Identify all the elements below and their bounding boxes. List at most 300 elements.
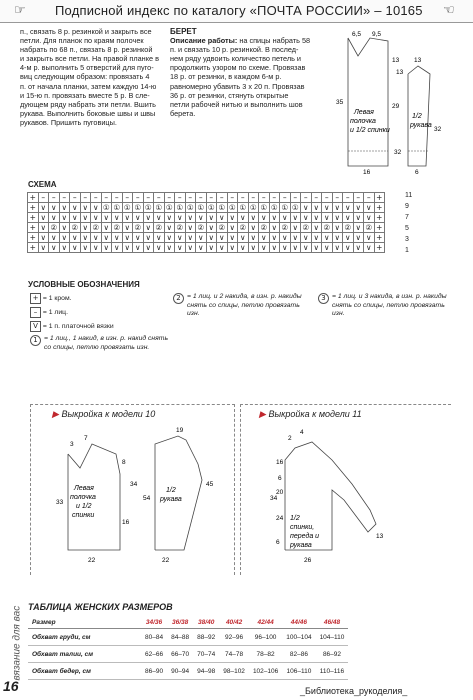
beret-line: берета. [170, 108, 196, 118]
beret-line: на спицы набрать 58 [237, 36, 311, 46]
dim-label: 19 [176, 427, 184, 434]
chart-cell: ∨ [133, 243, 144, 253]
beret-line: петли рабочей нитью и выполнить шов [170, 99, 303, 109]
page-title: Подписной индекс по каталогу «ПОЧТА РОССИИ» – 10165 [55, 3, 423, 18]
dim-label: 34 [130, 481, 138, 488]
chart-cell: ∨ [290, 213, 301, 223]
chart-cell: ∨ [59, 243, 70, 253]
chart-cell: – [38, 193, 49, 203]
chart-cell: ∨ [38, 233, 49, 243]
chart-cell: ∨ [49, 243, 60, 253]
left-text-column [20, 27, 188, 127]
chart-cell: ∨ [206, 213, 217, 223]
chart-cell: ∨ [259, 233, 270, 243]
legend-column-1 [30, 293, 170, 352]
dim-label: 8 [122, 459, 126, 466]
legend-symbol: 3 [318, 293, 329, 304]
chart-cell: ∨ [238, 243, 249, 253]
chart-cell: – [311, 193, 322, 203]
chart-cell: ∨ [112, 213, 123, 223]
dim-label: 54 [143, 495, 151, 502]
chart-cell: ∨ [49, 233, 60, 243]
chart-cell: ① [155, 203, 163, 212]
chart-cell: ∨ [80, 213, 91, 223]
top-sleeve-label-1: 1/2 [412, 113, 422, 120]
chart-cell: – [332, 193, 343, 203]
chart-cell: ∨ [311, 243, 322, 253]
dim-label: 32 [394, 149, 402, 156]
chart-cell: ∨ [70, 243, 81, 253]
chart-row-numbers [405, 192, 412, 258]
size-table-cell: 94–98 [193, 663, 219, 680]
chart-cell: ∨ [164, 213, 175, 223]
size-table-cell: 82–86 [282, 646, 315, 663]
chart-cell: + [28, 193, 39, 203]
chart-cell: ② [197, 223, 205, 232]
chart-cell: ∨ [91, 213, 102, 223]
chart-cell: – [343, 193, 354, 203]
size-table-cell: 92–96 [219, 629, 249, 646]
chart-cell: ∨ [290, 223, 301, 233]
chart-cell: ∨ [49, 203, 60, 213]
chart-cell: ∨ [290, 233, 301, 243]
chart-cell: + [374, 193, 385, 203]
size-table-header: Размер [28, 616, 141, 629]
chart-cell: ∨ [290, 243, 301, 253]
chart-cell: – [133, 193, 144, 203]
dim-label: 3 [70, 441, 74, 448]
m11-body-label-2: спинки, [290, 524, 315, 531]
chart-cell: ∨ [206, 223, 217, 233]
chart-cell: – [91, 193, 102, 203]
chart-cell: ∨ [322, 213, 333, 223]
chart-cell: ∨ [80, 233, 91, 243]
chart-row [28, 203, 385, 213]
chart-cell: ∨ [343, 243, 354, 253]
model11-title: ▶ Выкройка к модели 11 [259, 409, 362, 419]
dim-label: 13 [396, 69, 404, 76]
dim-label: 7 [84, 435, 88, 442]
chart-cell: ① [113, 203, 121, 212]
chart-cell: ∨ [217, 243, 228, 253]
chart-cell: ∨ [91, 243, 102, 253]
size-table-cell: 104–110 [316, 629, 349, 646]
chart-cell: ② [134, 223, 142, 232]
size-table-header: 44/46 [282, 616, 315, 629]
size-table-cell: 98–102 [219, 663, 249, 680]
size-table-cell: 100–104 [282, 629, 315, 646]
chart-cell: ∨ [269, 213, 280, 223]
dim-label: 34 [270, 495, 278, 502]
chart-cell: ② [260, 223, 268, 232]
legend-symbol: 2 [173, 293, 184, 304]
chart-cell: ① [186, 203, 194, 212]
legend-title: УСЛОВНЫЕ ОБОЗНАЧЕНИЯ [28, 280, 140, 289]
chart-row-number: 11 [405, 192, 413, 199]
chart-cell: – [154, 193, 165, 203]
dim-label: 33 [56, 499, 64, 506]
chart-cell: ∨ [364, 233, 375, 243]
chart-cell: ∨ [70, 213, 81, 223]
chart-cell: ∨ [59, 223, 70, 233]
page-number: 16 [3, 678, 19, 694]
chart-cell: ① [218, 203, 226, 212]
dim-label: 29 [392, 103, 400, 110]
arrow-icon: ▶ [52, 409, 59, 419]
top-pattern-diagram [318, 26, 468, 176]
beret-line: продолжить узором по схеме. Провязав [170, 63, 306, 73]
chart-cell: ② [344, 223, 352, 232]
chart-cell: + [374, 223, 385, 233]
chart-cell: – [238, 193, 249, 203]
chart-cell: ∨ [101, 243, 112, 253]
chart-cell: ∨ [332, 223, 343, 233]
left-text-line: и 15-ю п. провязать вместе 5 р. В сле- [20, 90, 150, 100]
m11-body-label-1: 1/2 [290, 515, 300, 522]
size-table-header: 34/36 [141, 616, 167, 629]
chart-cell: ∨ [238, 213, 249, 223]
chart-cell: ∨ [353, 223, 364, 233]
chart-cell: ② [92, 223, 100, 232]
chart-cell: ∨ [38, 203, 49, 213]
chart-row [28, 193, 385, 203]
knitting-chart [27, 192, 385, 253]
chart-row-number: 5 [405, 225, 409, 232]
legend-symbol: V [30, 321, 41, 332]
chart-cell: – [206, 193, 217, 203]
chart-cell: ∨ [175, 243, 186, 253]
chart-cell: ② [71, 223, 79, 232]
model10-diagram [30, 420, 233, 570]
dim-label: 13 [414, 57, 422, 64]
chart-cell: – [280, 193, 291, 203]
chart-cell: ∨ [311, 233, 322, 243]
chart-cell: ∨ [343, 203, 354, 213]
chart-cell: ∨ [217, 213, 228, 223]
chart-cell: ① [123, 203, 131, 212]
chart-cell: ∨ [122, 243, 133, 253]
scheme-title: СХЕМА [28, 180, 57, 189]
size-table-row [28, 646, 348, 663]
chart-cell: ② [50, 223, 58, 232]
chart-cell: ∨ [322, 243, 333, 253]
size-table-cell: 70–74 [193, 646, 219, 663]
size-table-cell: 96–100 [249, 629, 282, 646]
chart-cell: ∨ [59, 203, 70, 213]
chart-cell: ∨ [248, 243, 259, 253]
chart-cell: ∨ [238, 233, 249, 243]
size-table-cell: 90–94 [167, 663, 193, 680]
chart-cell: ∨ [311, 203, 322, 213]
size-table-cell: 110–116 [316, 663, 349, 680]
chart-cell: ① [197, 203, 205, 212]
chart-cell: ∨ [311, 213, 322, 223]
top-body-label-2: полочка [350, 118, 376, 125]
legend-text: = 1 лиц. и 2 накида, в изн. р. накиды снять со спицы, петлю провязать изн. [187, 293, 302, 317]
chart-cell: ∨ [227, 223, 238, 233]
chart-cell: + [374, 213, 385, 223]
chart-cell: ∨ [259, 213, 270, 223]
chart-cell: ∨ [332, 233, 343, 243]
chart-cell: ① [134, 203, 142, 212]
chart-cell: ∨ [269, 223, 280, 233]
chart-cell: ∨ [49, 213, 60, 223]
size-table-row [28, 629, 348, 646]
chart-cell: + [28, 213, 39, 223]
size-table-cell: 86–92 [316, 646, 349, 663]
chart-cell: ∨ [364, 213, 375, 223]
chart-row [28, 233, 385, 243]
chart-cell: ∨ [217, 233, 228, 243]
chart-cell: ∨ [353, 233, 364, 243]
chart-cell: – [49, 193, 60, 203]
left-text-line: рукавов. Пришить пуговицы. [20, 117, 117, 127]
chart-cell: ∨ [80, 223, 91, 233]
chart-row-number: 9 [405, 203, 409, 210]
m10-sleeve-label-1: 1/2 [166, 487, 176, 494]
chart-cell: ① [239, 203, 247, 212]
left-text-line: петли. Для планок по краям полочек [20, 36, 144, 46]
dim-label: 4 [300, 429, 304, 436]
chart-cell: ∨ [133, 233, 144, 243]
model10-title: ▶ Выкройка к модели 10 [52, 409, 156, 419]
chart-cell: ∨ [154, 243, 165, 253]
chart-cell: ∨ [133, 213, 144, 223]
legend-text: = 1 лиц. [42, 309, 68, 316]
beret-line: равномерно убавить 3 х 20 п. Провязав [170, 81, 305, 91]
chart-cell: – [175, 193, 186, 203]
chart-cell: ② [113, 223, 121, 232]
beret-section [170, 27, 320, 118]
chart-cell: – [269, 193, 280, 203]
dim-label: 26 [304, 557, 312, 564]
chart-cell: ∨ [301, 203, 312, 213]
top-sleeve-label-2: рукава [410, 122, 432, 129]
chart-cell: ∨ [164, 233, 175, 243]
chart-cell: – [101, 193, 112, 203]
m11-body-label-4: рукава [290, 542, 312, 549]
chart-cell: ① [228, 203, 236, 212]
chart-cell: ② [302, 223, 310, 232]
dim-label: 22 [162, 557, 170, 564]
beret-title: БЕРЕТ [170, 27, 197, 36]
chart-cell: – [164, 193, 175, 203]
m10-sleeve-label-2: рукава [160, 496, 182, 503]
dim-label: 16 [122, 519, 130, 526]
chart-cell: ∨ [164, 243, 175, 253]
chart-cell: ∨ [269, 243, 280, 253]
dim-label: 32 [434, 126, 442, 133]
chart-cell: ∨ [332, 243, 343, 253]
legend-symbol: – [30, 307, 41, 318]
top-body-label-1: Левая [354, 109, 374, 116]
chart-cell: – [196, 193, 207, 203]
chart-cell: ① [165, 203, 173, 212]
beret-line: п. и связать 10 р. резинкой. В послед- [170, 45, 299, 55]
chart-cell: ∨ [59, 213, 70, 223]
chart-cell: ∨ [248, 223, 259, 233]
chart-cell: ∨ [227, 243, 238, 253]
chart-cell: – [112, 193, 123, 203]
chart-cell: ② [176, 223, 184, 232]
chart-cell: ② [365, 223, 373, 232]
left-text-line: набрать по 68 п., связать 8 р. резинкой [20, 45, 153, 55]
chart-cell: ∨ [101, 213, 112, 223]
chart-cell: ① [291, 203, 299, 212]
chart-cell: ∨ [91, 203, 102, 213]
chart-cell: + [374, 233, 385, 243]
chart-cell: ① [207, 203, 215, 212]
legend-text: = 1 кром. [42, 295, 72, 302]
chart-cell: ∨ [332, 213, 343, 223]
chart-cell: ∨ [322, 203, 333, 213]
chart-cell: ∨ [311, 223, 322, 233]
chart-cell: ∨ [143, 243, 154, 253]
chart-cell: ∨ [259, 243, 270, 253]
size-table-cell: 74–78 [219, 646, 249, 663]
m10-body-label-3: и 1/2 [76, 503, 92, 510]
footer-credit: _Библиотека_рукоделия_ [300, 686, 408, 696]
model11-diagram [240, 420, 450, 570]
dim-label: 16 [363, 169, 371, 176]
chart-cell: ∨ [280, 213, 291, 223]
chart-cell: ∨ [322, 233, 333, 243]
size-table-cell: 62–66 [141, 646, 167, 663]
chart-cell: – [227, 193, 238, 203]
chart-cell: – [59, 193, 70, 203]
left-text-line: рукава. Выполнить боковые швы и швы [20, 108, 156, 118]
left-text-line: 4-м р. выполнить 5 отверстий для пуго- [20, 63, 154, 73]
chart-cell: + [28, 243, 39, 253]
left-text-line: дующем ряду набрать эти петли. Вшить [20, 99, 156, 109]
chart-cell: ① [249, 203, 257, 212]
top-body-label-3: и 1/2 спинки [350, 127, 390, 134]
chart-cell: ∨ [164, 223, 175, 233]
chart-row [28, 223, 385, 233]
chart-cell: – [259, 193, 270, 203]
size-table-header: 36/38 [167, 616, 193, 629]
sidebar-text: вязание для вас [11, 605, 23, 681]
chart-cell: ∨ [227, 213, 238, 223]
left-text-line: п. от начала планки, затем каждую 14-ю [20, 81, 157, 91]
chart-cell: ∨ [38, 213, 49, 223]
chart-row-number: 1 [405, 247, 409, 254]
chart-cell: – [122, 193, 133, 203]
dim-label: 6 [278, 475, 282, 482]
chart-cell: ∨ [101, 233, 112, 243]
beret-line: 36 р. от резинки, стянуть открытые [170, 90, 289, 100]
chart-cell: ∨ [353, 213, 364, 223]
chart-cell: ∨ [122, 223, 133, 233]
beret-line: 18 р. от резинки, в каждом 6-м р. [170, 72, 282, 82]
chart-cell: – [322, 193, 333, 203]
chart-cell: ② [155, 223, 163, 232]
chart-cell: ∨ [80, 203, 91, 213]
chart-cell: ∨ [70, 233, 81, 243]
chart-cell: ∨ [269, 233, 280, 243]
chart-cell: ∨ [59, 233, 70, 243]
dim-label: 2 [288, 435, 292, 442]
chart-cell: + [28, 223, 39, 233]
beret-line: нем ряду удвоить количество петель и [170, 54, 301, 64]
chart-cell: ∨ [70, 203, 81, 213]
chart-cell: ∨ [248, 213, 259, 223]
chart-cell: ∨ [364, 243, 375, 253]
chart-cell: ∨ [112, 233, 123, 243]
chart-cell: + [28, 233, 39, 243]
chart-cell: – [143, 193, 154, 203]
left-text-line: виц следующим образом: провязать 4 [20, 72, 150, 82]
size-table-header: 38/40 [193, 616, 219, 629]
legend-column-3 [318, 293, 458, 319]
legend-symbol: 1 [30, 335, 41, 346]
size-table [28, 616, 348, 680]
chart-cell: + [374, 203, 385, 213]
chart-row-number: 3 [405, 236, 409, 243]
chart-cell: ∨ [301, 213, 312, 223]
chart-cell: ∨ [185, 243, 196, 253]
chart-row [28, 213, 385, 223]
chart-cell: – [301, 193, 312, 203]
size-table-header: 42/44 [249, 616, 282, 629]
chart-cell: ∨ [196, 243, 207, 253]
size-table-cell: 86–90 [141, 663, 167, 680]
chart-cell: ∨ [101, 223, 112, 233]
chart-cell: ∨ [332, 203, 343, 213]
dim-label: 9,5 [372, 31, 382, 38]
chart-cell: ∨ [343, 233, 354, 243]
size-table-cell: 66–70 [167, 646, 193, 663]
chart-cell: ∨ [175, 213, 186, 223]
legend-text: = 1 лиц. и 3 накида, в изн. р. накиды снять со спицы, петлю провязать изн. [332, 293, 447, 317]
chart-cell: + [28, 203, 39, 213]
chart-cell: ∨ [143, 233, 154, 243]
dim-label: 16 [276, 459, 284, 466]
chart-cell: ∨ [185, 213, 196, 223]
chart-cell: ∨ [185, 223, 196, 233]
chart-cell: ∨ [154, 233, 165, 243]
dim-label: 20 [276, 489, 284, 496]
legend-symbol: + [30, 293, 41, 304]
chart-cell: ∨ [301, 243, 312, 253]
chart-cell: ∨ [248, 233, 259, 243]
chart-cell: – [353, 193, 364, 203]
size-table-cell: 88–92 [193, 629, 219, 646]
chart-cell: ∨ [38, 223, 49, 233]
chart-cell: ∨ [122, 213, 133, 223]
size-table-cell: 78–82 [249, 646, 282, 663]
chart-cell: ∨ [364, 203, 375, 213]
m10-body-label-1: Левая [74, 485, 94, 492]
page-header [0, 0, 473, 23]
chart-row-number: 7 [405, 214, 409, 221]
dim-label: 35 [336, 99, 344, 106]
dim-label: 24 [276, 515, 284, 522]
chart-cell: ∨ [91, 233, 102, 243]
chart-cell: ① [102, 203, 110, 212]
size-table-row [28, 663, 348, 680]
dim-label: 6 [276, 539, 280, 546]
chart-cell: ∨ [154, 213, 165, 223]
size-table-cell: Обхват груди, см [28, 629, 141, 646]
chart-cell: ① [176, 203, 184, 212]
size-table-cell: Обхват бедер, см [28, 663, 141, 680]
legend-column-2 [173, 293, 308, 319]
size-table-header: 46/48 [316, 616, 349, 629]
m10-body-label-4: спинки [72, 512, 95, 519]
dim-label: 22 [88, 557, 96, 564]
m10-body-label-2: полочка [70, 494, 96, 501]
